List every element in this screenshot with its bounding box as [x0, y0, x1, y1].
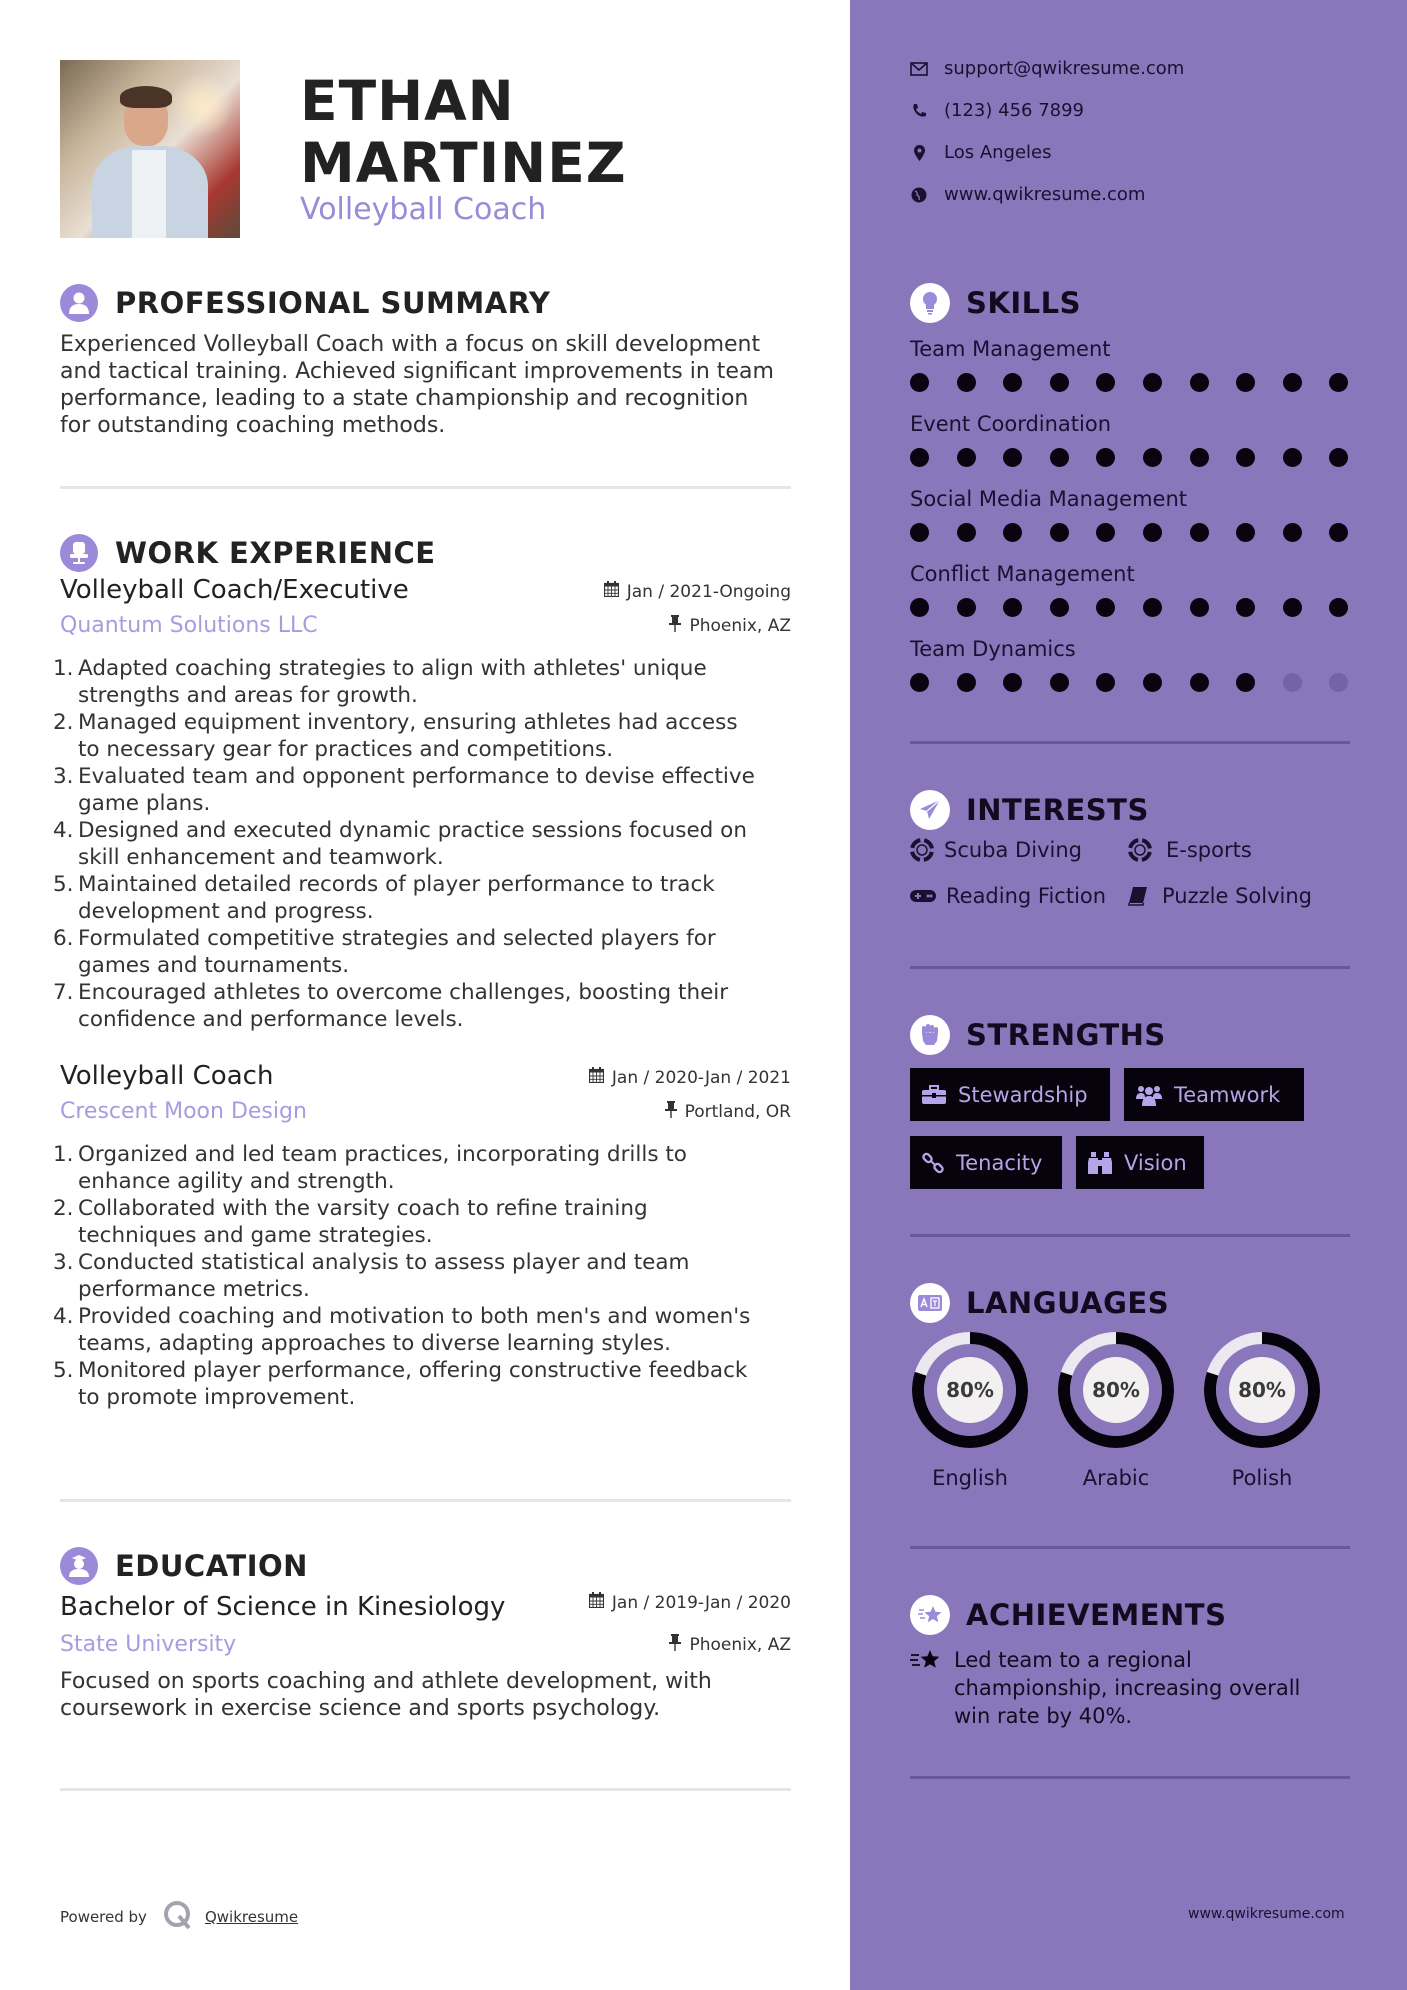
rating-dot-filled: [910, 673, 929, 692]
education-section: [60, 1546, 791, 1722]
rating-dot-filled: [1283, 448, 1302, 467]
pushpin-icon: [669, 1634, 681, 1656]
job-title: Volleyball Coach/Executive: [60, 575, 409, 605]
rating-dot-filled: [1190, 373, 1209, 392]
interest-item: Scuba Diving: [910, 838, 1082, 862]
section-divider: [910, 1234, 1350, 1237]
job-bullets: [53, 1141, 791, 1411]
candidate-name: [300, 70, 627, 194]
skill-item: Conflict Management: [910, 560, 1350, 618]
rating-dot-filled: [1143, 523, 1162, 542]
job-location: Portland, OR: [665, 1101, 791, 1123]
calendar-icon: [589, 1592, 604, 1613]
binoculars-icon: [1088, 1152, 1112, 1174]
lightbulb-icon: [910, 283, 950, 323]
job-bullets: [53, 655, 791, 1033]
rating-dot-filled: [1050, 673, 1069, 692]
rating-dot-filled: [957, 598, 976, 617]
bullet-item: 5. Monitored player performance, offering constructive feedback to promote improvement.: [53, 1358, 748, 1410]
bullet-item: 5. Maintained detailed records of player performance to track development and progress.: [53, 872, 715, 924]
skill-item: Social Media Management: [910, 485, 1350, 543]
rating-dot-empty: [1283, 673, 1302, 692]
profile-photo: [60, 60, 240, 238]
rating-dot-filled: [1096, 598, 1115, 617]
life-ring-icon: [1128, 838, 1152, 862]
contact-phone: (123) 456 7899: [910, 100, 1084, 121]
section-divider: [910, 966, 1350, 969]
calendar-icon: [604, 581, 619, 602]
bullet-item: 1. Organized and led team practices, incorporating drills to enhance agility and strength.: [53, 1142, 687, 1194]
rating-dot-filled: [1003, 598, 1022, 617]
rating-dot-filled: [1143, 448, 1162, 467]
rating-dot-filled: [1003, 523, 1022, 542]
rating-dot-filled: [1190, 448, 1209, 467]
calendar-icon: [589, 1067, 604, 1088]
rating-dot-filled: [957, 673, 976, 692]
skill-rating: [910, 523, 1350, 543]
envelope-icon: [910, 62, 928, 76]
life-ring-icon: [910, 838, 934, 862]
job-date: Jan / 2020-Jan / 2021: [589, 1067, 791, 1088]
graduate-icon: [60, 1547, 98, 1585]
job-entry: [53, 573, 791, 1033]
first-name: ETHAN: [300, 69, 515, 133]
rating-dot-filled: [1283, 523, 1302, 542]
rating-dot-filled: [910, 523, 929, 542]
rating-dot-filled: [1236, 448, 1255, 467]
language-progress-ring: [1202, 1330, 1322, 1450]
rating-dot-filled: [1050, 373, 1069, 392]
rating-dot-filled: [957, 448, 976, 467]
rating-dot-filled: [1096, 448, 1115, 467]
bullet-item: 4. Designed and executed dynamic practice sessions focused on skill enhancement and teamwork.: [53, 818, 747, 870]
rating-dot-filled: [1050, 523, 1069, 542]
language-progress-ring: [910, 1330, 1030, 1450]
toolbox-icon: [922, 1085, 946, 1105]
rating-dot-filled: [910, 448, 929, 467]
bullet-item: 3. Conducted statistical analysis to assess player and team performance metrics.: [53, 1250, 690, 1302]
section-divider: [60, 1499, 791, 1502]
powered-by: [60, 1900, 298, 1934]
education-heading: EDUCATION: [115, 1549, 308, 1583]
users-icon: [1136, 1084, 1162, 1106]
fist-icon: [910, 1015, 950, 1055]
rating-dot-filled: [1143, 673, 1162, 692]
rating-dot-filled: [1096, 523, 1115, 542]
rating-dot-filled: [1236, 523, 1255, 542]
rating-dot-empty: [1329, 673, 1348, 692]
section-divider: [60, 1788, 791, 1791]
rating-dot-filled: [1050, 598, 1069, 617]
footer-website[interactable]: www.qwikresume.com: [1188, 1906, 1345, 1922]
header: [60, 60, 791, 240]
section-divider: [910, 1546, 1350, 1549]
rating-dot-filled: [1329, 448, 1348, 467]
skill-rating: [910, 673, 1350, 693]
school-name: State University: [60, 1632, 237, 1657]
rating-dot-filled: [1096, 673, 1115, 692]
globe-icon: [910, 187, 928, 203]
job-title: Volleyball Coach: [300, 192, 547, 227]
job-date: Jan / 2021-Ongoing: [604, 581, 791, 602]
company-name: Crescent Moon Design: [60, 1099, 307, 1124]
education-description: Focused on sports coaching and athlete development, with coursework in exercise science and sports psychology.: [60, 1669, 712, 1721]
rating-dot-filled: [1003, 448, 1022, 467]
rating-dot-filled: [1283, 598, 1302, 617]
language-percent: 80%: [1238, 1378, 1286, 1402]
skill-rating: [910, 598, 1350, 618]
section-divider: [910, 741, 1350, 744]
contact-email[interactable]: support@qwikresume.com: [910, 58, 1184, 79]
user-icon: [60, 284, 98, 322]
rating-dot-filled: [1050, 448, 1069, 467]
contact-website[interactable]: www.qwikresume.com: [910, 184, 1145, 205]
summary-heading: PROFESSIONAL SUMMARY: [115, 286, 551, 320]
paper-plane-icon: [910, 790, 950, 830]
education-entry: [60, 1590, 791, 1722]
rating-dot-filled: [1096, 373, 1115, 392]
achievements-heading-row: ACHIEVEMENTS: [910, 1595, 1226, 1635]
rating-dot-filled: [1236, 598, 1255, 617]
job-location: Phoenix, AZ: [669, 615, 791, 637]
bullet-item: 2. Collaborated with the varsity coach to refine training techniques and game strategies.: [53, 1196, 648, 1248]
rating-dot-filled: [1003, 373, 1022, 392]
map-marker-icon: [910, 145, 928, 161]
section-divider: [60, 486, 791, 489]
languages-heading-row: LANGUAGES: [910, 1283, 1169, 1323]
rating-dot-filled: [957, 373, 976, 392]
sidebar: [850, 0, 1407, 1990]
rating-dot-filled: [910, 373, 929, 392]
interests-heading-row: INTERESTS: [910, 790, 1149, 830]
section-divider: [910, 1776, 1350, 1779]
phone-icon: [910, 103, 928, 118]
bullet-item: 2. Managed equipment inventory, ensuring athletes had access to necessary gear for practices and competitions.: [53, 710, 738, 762]
interest-item: Reading Fiction: [910, 884, 1106, 908]
bullet-item: 6. Formulated competitive strategies and selected players for games and tournaments.: [53, 926, 716, 978]
interest-item: Puzzle Solving: [1128, 884, 1312, 908]
job-entry: [53, 1059, 791, 1411]
language-item: 80% Arabic: [1056, 1330, 1176, 1490]
bullet-item: 4. Provided coaching and motivation to both men's and women's teams, adapting approaches to diverse learning styles.: [53, 1304, 751, 1356]
link-icon: [922, 1152, 944, 1174]
skill-rating: [910, 448, 1350, 468]
education-date: Jan / 2019-Jan / 2020: [589, 1592, 791, 1613]
strength-badge: Tenacity: [910, 1136, 1062, 1189]
rating-dot-filled: [1329, 598, 1348, 617]
contact-location: Los Angeles: [910, 142, 1052, 163]
rating-dot-filled: [1329, 373, 1348, 392]
rating-dot-filled: [910, 598, 929, 617]
summary-section: [60, 283, 791, 439]
language-percent: 80%: [946, 1378, 994, 1402]
book-icon: [1128, 886, 1148, 906]
skill-item: Team Management: [910, 335, 1350, 393]
pushpin-icon: [665, 1101, 677, 1123]
skill-rating: [910, 373, 1350, 393]
achievement-text: Led team to a regional championship, increasing overall win rate by 40%.: [954, 1648, 1301, 1728]
pushpin-icon: [669, 615, 681, 637]
rating-dot-filled: [1283, 373, 1302, 392]
powered-by-label: Powered by: [60, 1908, 147, 1926]
skills-heading-row: SKILLS: [910, 283, 1081, 323]
language-item: 80% English: [910, 1330, 1030, 1490]
interest-item: E-sports: [1128, 838, 1252, 862]
skill-item: Event Coordination: [910, 410, 1350, 468]
skill-item: Team Dynamics: [910, 635, 1350, 693]
experience-section: [53, 533, 791, 1411]
shooting-star-icon: [910, 1595, 950, 1635]
rating-dot-filled: [1003, 673, 1022, 692]
bullet-item: 3. Evaluated team and opponent performance to devise effective game plans.: [53, 764, 755, 816]
summary-text: Experienced Volleyball Coach with a focus on skill development and tactical training. Achieved significant improvements in team performance, leading to a state championship and recognition for outstanding coaching methods.: [60, 332, 774, 438]
last-name: MARTINEZ: [300, 131, 627, 195]
strength-badge: Vision: [1076, 1136, 1204, 1189]
rating-dot-filled: [957, 523, 976, 542]
rating-dot-filled: [1329, 523, 1348, 542]
gamepad-icon: [910, 888, 936, 904]
rating-dot-filled: [1190, 523, 1209, 542]
strength-badge: Stewardship: [910, 1068, 1110, 1121]
experience-heading: WORK EXPERIENCE: [115, 536, 436, 570]
achievement-item: [910, 1646, 1344, 1730]
rating-dot-filled: [1143, 373, 1162, 392]
rating-dot-filled: [1236, 373, 1255, 392]
rating-dot-filled: [1190, 598, 1209, 617]
strength-badge: Teamwork: [1124, 1068, 1304, 1121]
bullet-item: 7. Encouraged athletes to overcome challenges, boosting their confidence and performance levels.: [53, 980, 729, 1032]
shooting-star-icon: [910, 1648, 942, 1676]
job-title: Volleyball Coach: [60, 1061, 274, 1091]
strengths-heading-row: STRENGTHS: [910, 1015, 1166, 1055]
rating-dot-filled: [1143, 598, 1162, 617]
language-percent: 80%: [1092, 1378, 1140, 1402]
bullet-item: 1. Adapted coaching strategies to align with athletes' unique strengths and areas for growth.: [53, 656, 707, 708]
education-location: Phoenix, AZ: [669, 1634, 791, 1656]
language-progress-ring: [1056, 1330, 1176, 1450]
rating-dot-filled: [1236, 673, 1255, 692]
language-icon: [910, 1283, 950, 1323]
qwikresume-link[interactable]: Qwikresume: [204, 1908, 299, 1926]
language-item: 80% Polish: [1202, 1330, 1322, 1490]
rating-dot-filled: [1190, 673, 1209, 692]
degree: Bachelor of Science in Kinesiology: [60, 1592, 506, 1622]
company-name: Quantum Solutions LLC: [60, 613, 318, 638]
chair-icon: [60, 534, 98, 572]
qwikresume-logo-icon: [163, 1900, 193, 1934]
